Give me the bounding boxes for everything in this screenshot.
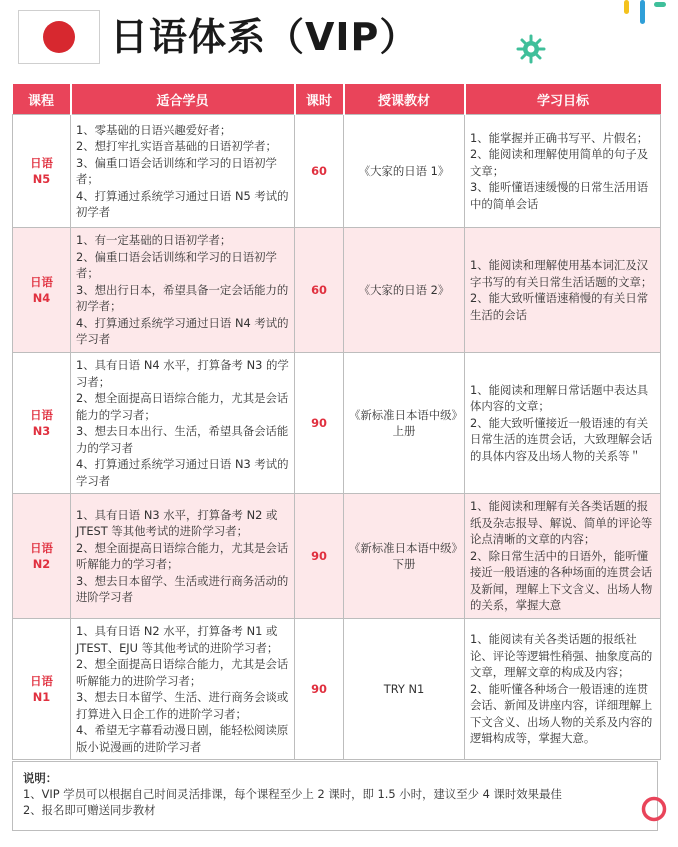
virus-decoration-icon (515, 33, 547, 65)
students-cell: 1、具有日语 N2 水平，打算备考 N1 或 JTEST、EJU 等其他考试的进阶学习者； 2、想全面提高日语综合能力，尤其是会话听解能力的进阶学习者； 3、想去日本留学、生活、进行商务会谈或打算进入日企工作的进阶学习者； 4、希望无字幕看动漫日剧，能轻松阅读原版小说漫画的进阶学习者 (71, 619, 295, 760)
ring-decoration-icon (640, 795, 668, 823)
goals-cell: 1、能掌握并正确书写平、片假名； 2、能阅读和理解使用简单的句子及文章； 3、能听懂语速缓慢的日常生活用语中的简单会话 (465, 115, 661, 228)
page-title: 日语体系（VIP） (110, 15, 419, 59)
table-row (13, 494, 661, 619)
course-cell: 日语 N3 (13, 353, 71, 494)
table-header (13, 84, 661, 115)
students-cell: 1、具有日语 N4 水平，打算备考 N3 的学习者； 2、想全面提高日语综合能力，尤其是会话能力的学习者； 3、想去日本出行、生活，希望具备会话能力的学习者 4、打算通过系统学习通过日语 N3 考试的学习者 (71, 353, 295, 494)
goals-cell: 1、能阅读有关各类话题的报纸社论、评论等逻辑性稍强、抽象度高的文章，理解文章的构成及内容； 2、能听懂各种场合一般语速的连贯会话、新闻及讲座内容，详细理解上下文含义、出场人物的关系及内容的逻辑构成等，掌握大意。 (465, 619, 661, 760)
course-cell: 日语 N5 (13, 115, 71, 228)
flag-sun (43, 21, 75, 53)
hours-cell: 90 (295, 353, 344, 494)
goals-cell: 1、能阅读和理解日常话题中表达具体内容的文章； 2、能大致听懂接近一般语速的有关日常生活的连贯会话，大致理解会话的具体内容及出场人物的关系等＂ (465, 353, 661, 494)
goals-cell: 1、能阅读和理解有关各类话题的报纸及杂志报导、解说、简单的评论等论点清晰的文章的内容； 2、除日常生活中的日语外，能听懂接近一般语速的各种场面的连贯会话及新闻，理解上下文含义、出场人物的关系，掌握大意 (465, 494, 661, 619)
table-row (13, 115, 661, 228)
students-cell: 1、零基础的日语兴趣爱好者； 2、想打牢扎实语音基础的日语初学者； 3、偏重口语会话训练和学习的日语初学者； 4、打算通过系统学习通过日语 N5 考试的初学者 (71, 115, 295, 228)
table-row (13, 228, 661, 353)
notes-box (12, 761, 658, 831)
column-header: 适合学员 (71, 84, 295, 115)
note-item: 2、报名即可赠送同步教材 (23, 803, 156, 817)
note-item: 1、VIP 学员可以根据自己时间灵活排课，每个课程至少上 2 课时，即 1.5 小时，建议至少 4 课时效果最佳 (23, 787, 562, 801)
hours-cell: 60 (295, 115, 344, 228)
course-cell: 日语 N1 (13, 619, 71, 760)
hours-cell: 90 (295, 494, 344, 619)
course-cell: 日语 N4 (13, 228, 71, 353)
column-header: 授课教材 (344, 84, 465, 115)
hours-cell: 60 (295, 228, 344, 353)
course-cell: 日语 N2 (13, 494, 71, 619)
goals-cell: 1、能阅读和理解使用基本词汇及汉字书写的有关日常生活话题的文章； 2、能大致听懂语速稍慢的有关日常生活的会话 (465, 228, 661, 353)
column-header: 课时 (295, 84, 344, 115)
notes-title: 说明： (23, 771, 58, 785)
color-bars-decoration-icon (618, 0, 668, 26)
column-header: 课程 (13, 84, 71, 115)
textbook-cell: 《新标准日本语中级》 上册 (344, 353, 465, 494)
textbook-cell: 《大家的日语 2》 (344, 228, 465, 353)
japan-flag-icon (18, 10, 100, 64)
textbook-cell: 《新标准日本语中级》 下册 (344, 494, 465, 619)
course-table (12, 84, 661, 760)
table-row (13, 619, 661, 760)
hours-cell: 90 (295, 619, 344, 760)
column-header: 学习目标 (465, 84, 661, 115)
textbook-cell: TRY N1 (344, 619, 465, 760)
textbook-cell: 《大家的日语 1》 (344, 115, 465, 228)
students-cell: 1、有一定基础的日语初学者； 2、偏重口语会话训练和学习的日语初学者； 3、想出行日本，希望具备一定会话能力的初学者； 4、打算通过系统学习通过日语 N4 考试的学习者 (71, 228, 295, 353)
students-cell: 1、具有日语 N3 水平，打算备考 N2 或 JTEST 等其他考试的进阶学习者； 2、想全面提高日语综合能力，尤其是会话听解能力的学习者； 3、想去日本留学、生活或进行商务活动的进阶学习者 (71, 494, 295, 619)
table-row (13, 353, 661, 494)
